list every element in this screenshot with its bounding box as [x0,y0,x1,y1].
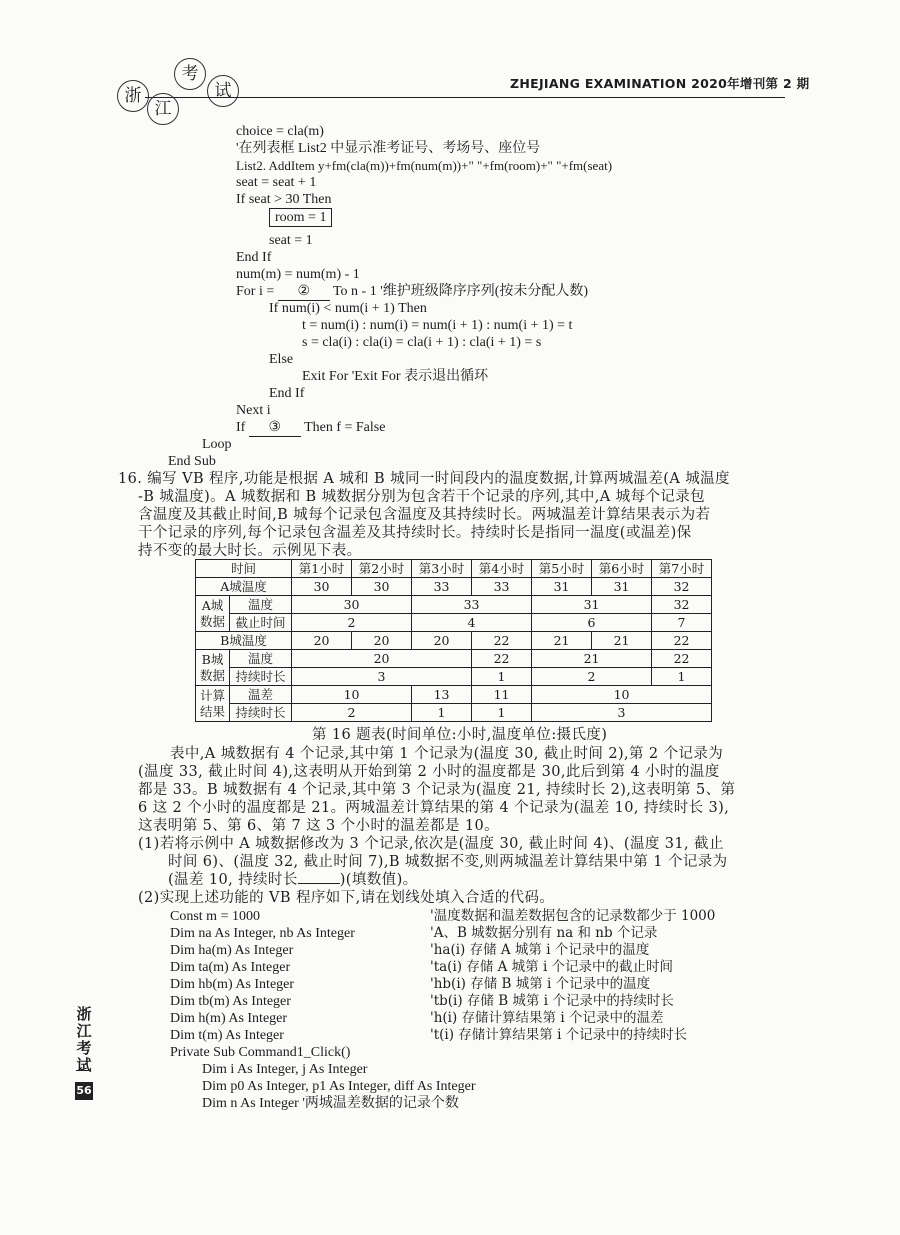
table-row-b-record-temp [196,650,712,668]
explanation-line: 这表明第 5、第 6、第 7 这 3 个小时的温差都是 10。 [138,818,500,834]
code-text: To n - 1 '维护班级降序序列(按未分配人数) [329,284,589,299]
table-row-label: 持续时长 [230,704,292,722]
decl-code: Dim h(m) As Integer [170,1011,288,1026]
table-cell: 2 [292,704,412,722]
table-row-a-temp [196,578,712,596]
decl-code: Dim tb(m) As Integer [170,994,291,1009]
code-line: t = num(i) : num(i) = num(i + 1) : num(i + 1) = t [302,318,573,333]
answer-prefix: (温差 10, 持续时长 [168,872,298,888]
table-cell: 11 [472,686,532,704]
table-row-a-record-end [196,614,712,632]
code-line: choice = cla(m) [236,124,324,139]
temperature-table [195,559,712,722]
sub-question-1-answer-line [168,872,418,889]
decl-code: Dim na As Integer, nb As Integer [170,926,355,941]
table-row-b-temp [196,632,712,650]
decl-comment: '温度数据和温差数据包含的记录数都少于 1000 [430,908,716,924]
decl-comment: 'tb(i) 存储 B 城第 i 个记录中的持续时长 [430,993,674,1009]
table-row-label: B城温度 [196,632,292,650]
answer-blank[interactable] [298,883,340,884]
table-header-cell: 第5小时 [532,560,592,578]
table-group-label: B城数据 [196,650,230,686]
sub-question-1: 时间 6)、(温度 32, 截止时间 7),B 城数据不变,则两城温差计算结果中第 1 个记录为 [168,854,728,870]
table-cell: 3 [292,668,472,686]
decl-code: Const m = 1000 [170,909,260,924]
journal-title: ZHEJIANG EXAMINATION 2020年增刊第 2 期 [510,76,810,91]
table-cell: 10 [532,686,712,704]
code-line: If seat > 30 Then [236,192,332,207]
code-line: num(m) = num(m) - 1 [236,267,360,282]
table-header-cell: 第4小时 [472,560,532,578]
table-cell: 20 [412,632,472,650]
table-cell: 22 [472,632,532,650]
table-row-label: 截止时间 [230,614,292,632]
table-cell: 21 [532,650,652,668]
decl-comment: 'h(i) 存储计算结果第 i 个记录中的温差 [430,1010,664,1026]
sub-question-2: (2)实现上述功能的 VB 程序如下,请在划线处填入合适的代码。 [138,890,555,906]
table-header-cell: 第7小时 [652,560,712,578]
header-seal-char-1: 浙 [117,80,149,112]
table-cell: 30 [352,578,412,596]
table-row-label: 持续时长 [230,668,292,686]
code-line: seat = 1 [269,233,313,248]
table-cell: 22 [652,650,712,668]
table-header-cell: 第3小时 [412,560,472,578]
table-cell: 3 [532,704,712,722]
decl-comment: 't(i) 存储计算结果第 i 个记录中的持续时长 [430,1027,688,1043]
side-divider [76,1070,90,1071]
blank-2: ② [278,283,330,301]
code-line: If num(i) < num(i + 1) Then [269,301,427,316]
code-line-blank-2 [236,283,588,301]
table-cell: 21 [592,632,652,650]
code-comment: '在列表框 List2 中显示准考证号、考场号、座位号 [236,141,541,156]
code-line: Loop [202,437,232,452]
code-line: Exit For 'Exit For 表示退出循环 [302,369,489,384]
blank-3: ③ [249,419,301,437]
sub-code-line: Dim p0 As Integer, p1 As Integer, diff As Integer [202,1079,476,1094]
table-row-label: 温度 [230,596,292,614]
table-cell: 31 [592,578,652,596]
table-group-label: 计算结果 [196,686,230,722]
table-row-b-record-duration [196,668,712,686]
decl-comment: 'ta(i) 存储 A 城第 i 个记录中的截止时间 [430,959,674,975]
table-cell: 33 [412,578,472,596]
table-row-result-diff [196,686,712,704]
table-header-cell: 时间 [196,560,292,578]
table-cell: 6 [532,614,652,632]
table-cell: 30 [292,596,412,614]
sub-code-line: Dim i As Integer, j As Integer [202,1062,368,1077]
answer-suffix: )(填数值)。 [339,872,418,888]
table-row-label: 温差 [230,686,292,704]
header-seal-char-4: 试 [207,75,239,107]
code-line: End If [269,386,305,401]
explanation-line: 6 这 2 个小时的温度都是 21。两城温差计算结果的第 4 个记录为(温差 10, 持续时长 3), [138,800,730,816]
sub-question-1: (1)若将示例中 A 城数据修改为 3 个记录,依次是(温度 30, 截止时间 4)、(温度 31, 截止 [138,836,724,852]
table-cell: 22 [472,650,532,668]
table-header-cell: 第2小时 [352,560,412,578]
code-line: Else [269,352,294,367]
table-cell: 1 [412,704,472,722]
header-seal-char-2: 江 [147,93,179,125]
table-row-label: 温度 [230,650,292,668]
table-row-a-record-temp [196,596,712,614]
table-row-header [196,560,712,578]
code-line: End Sub [168,454,216,469]
table-caption: 第 16 题表(时间单位:小时,温度单位:摄氏度) [312,727,608,743]
table-cell: 2 [532,668,652,686]
table-cell: 20 [292,632,352,650]
explanation-line: 表中,A 城数据有 4 个记录,其中第 1 个记录为(温度 30, 截止时间 2),第 2 个记录为 [170,746,724,762]
table-cell: 10 [292,686,412,704]
table-cell: 33 [472,578,532,596]
decl-comment: 'hb(i) 存储 B 城第 i 个记录中的温度 [430,976,651,992]
question-16-stem: 持不变的最大时长。示例见下表。 [138,543,362,559]
code-line: List2. AddItem y+fm(cla(m))+fm(num(m))+" "+fm(room)+" "+fm(seat) [236,158,613,173]
code-line: seat = seat + 1 [236,175,317,190]
table-group-label: A城数据 [196,596,230,632]
header-seal-char-3: 考 [174,58,206,90]
table-cell: 30 [292,578,352,596]
table-cell: 1 [472,704,532,722]
table-cell: 13 [412,686,472,704]
decl-code: Dim ha(m) As Integer [170,943,294,958]
table-cell: 1 [472,668,532,686]
question-16-stem: -B 城温度)。A 城数据和 B 城数据分别为包含若干个记录的序列,其中,A 城每个记录包 [138,489,706,505]
page-number: 56 [75,1082,93,1100]
boxed-room-assignment: room = 1 [269,208,332,227]
table-cell: 31 [532,596,652,614]
decl-comment: 'A、B 城数据分别有 na 和 nb 个记录 [430,925,658,941]
table-cell: 32 [652,596,712,614]
code-line: End If [236,250,272,265]
table-cell: 20 [292,650,472,668]
decl-code: Dim ta(m) As Integer [170,960,291,975]
code-text: Then f = False [300,420,386,435]
boxed-code-line [269,208,332,227]
table-header-cell: 第6小时 [592,560,652,578]
decl-code: Dim hb(m) As Integer [170,977,295,992]
table-cell: 31 [532,578,592,596]
decl-code: Dim t(m) As Integer [170,1028,284,1043]
code-line-blank-3 [236,419,385,437]
table-row-result-duration [196,704,712,722]
table-cell: 7 [652,614,712,632]
code-line: Next i [236,403,271,418]
table-cell: 20 [352,632,412,650]
decl-comment: 'ha(i) 存储 A 城第 i 个记录中的温度 [430,942,650,958]
code-text: For i = [236,284,278,299]
code-line: s = cla(i) : cla(i) = cla(i + 1) : cla(i + 1) = s [302,335,542,350]
header-divider [145,97,785,98]
table-cell: 32 [652,578,712,596]
explanation-line: (温度 33, 截止时间 4),这表明从开始到第 2 小时的温度都是 30,此后到第 4 小时的温度 [138,764,720,780]
explanation-line: 都是 33。B 城数据有 4 个记录,其中第 3 个记录为(温度 21, 持续时长 2),这表明第 5、第 [138,782,736,798]
code-text: If [236,420,249,435]
table-header-cell: 第1小时 [292,560,352,578]
sub-code-line: Dim n As Integer '两城温差数据的记录个数 [202,1096,459,1111]
table-cell: 1 [652,668,712,686]
question-16-stem: 干个记录的序列,每个记录包含温差及其持续时长。持续时长是指同一温度(或温差)保 [138,525,692,541]
sub-code-line: Private Sub Command1_Click() [170,1045,351,1060]
table-cell: 33 [412,596,532,614]
table-cell: 22 [652,632,712,650]
table-cell: 2 [292,614,412,632]
table-cell: 21 [532,632,592,650]
question-16-stem: 16. 编写 VB 程序,功能是根据 A 城和 B 城同一时间段内的温度数据,计算两城温差(A 城温度 [118,471,730,487]
table-cell: 4 [412,614,532,632]
table-row-label: A城温度 [196,578,292,596]
side-journal-tag: 浙江考试 [76,1005,92,1074]
question-16-stem: 含温度及其截止时间,B 城每个记录包含温度及其持续时长。两城温差计算结果表示为若 [138,507,711,523]
